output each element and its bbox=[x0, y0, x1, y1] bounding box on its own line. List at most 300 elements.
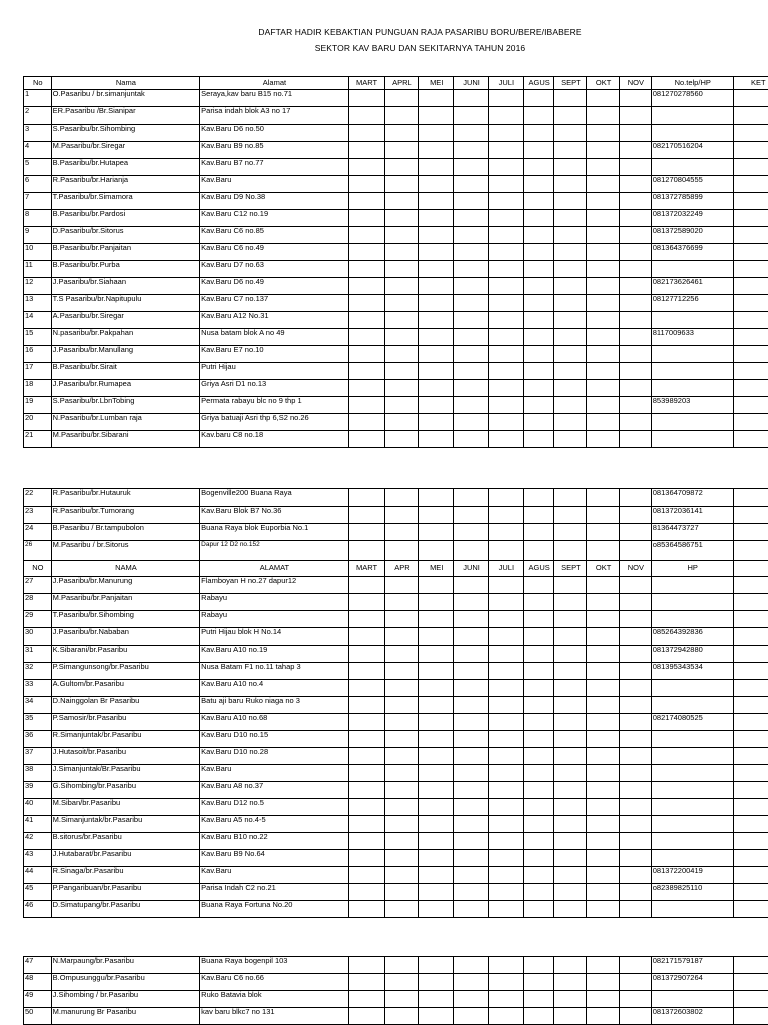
row-address: Griya Asri D1 no.13 bbox=[200, 380, 349, 397]
row-name: A.Gultom/br.Pasaribu bbox=[51, 680, 200, 697]
attendance-cell bbox=[419, 90, 454, 107]
attendance-cell bbox=[419, 346, 454, 363]
table-row bbox=[24, 731, 768, 748]
attendance-cell bbox=[554, 541, 587, 561]
row-number: 32 bbox=[24, 663, 52, 680]
attendance-cell bbox=[620, 107, 652, 125]
row-number: 45 bbox=[24, 884, 52, 901]
attendance-cell bbox=[488, 731, 523, 748]
table-row bbox=[24, 159, 768, 176]
attendance-cell bbox=[554, 524, 587, 541]
attendance-cell bbox=[348, 193, 384, 210]
table-row bbox=[24, 867, 768, 884]
note-cell bbox=[733, 646, 768, 663]
row-phone bbox=[651, 680, 733, 697]
row-address: Kav.Baru A8 no.37 bbox=[200, 782, 349, 799]
attendance-cell bbox=[523, 507, 554, 524]
attendance-cell bbox=[419, 765, 454, 782]
attendance-cell bbox=[419, 991, 454, 1008]
column-header: Alamat bbox=[200, 77, 349, 90]
attendance-table-1 bbox=[23, 76, 768, 448]
attendance-cell bbox=[587, 782, 620, 799]
attendance-cell bbox=[454, 142, 489, 159]
attendance-cell bbox=[554, 210, 587, 227]
row-number: 14 bbox=[24, 312, 52, 329]
attendance-cell bbox=[419, 278, 454, 295]
attendance-cell bbox=[587, 697, 620, 714]
attendance-cell bbox=[523, 142, 554, 159]
attendance-cell bbox=[454, 210, 489, 227]
attendance-cell bbox=[587, 850, 620, 867]
row-number: 15 bbox=[24, 329, 52, 346]
attendance-cell bbox=[587, 278, 620, 295]
attendance-cell bbox=[523, 884, 554, 901]
attendance-cell bbox=[554, 176, 587, 193]
row-name: M.manurung Br Pasaribu bbox=[51, 1008, 200, 1025]
row-name: T.Pasaribu/br.Simamora bbox=[51, 193, 200, 210]
attendance-cell bbox=[587, 312, 620, 329]
attendance-cell bbox=[523, 991, 554, 1008]
attendance-cell bbox=[587, 991, 620, 1008]
table-header-row bbox=[24, 77, 768, 90]
attendance-cell bbox=[384, 901, 419, 918]
attendance-cell bbox=[523, 833, 554, 850]
attendance-cell bbox=[488, 346, 523, 363]
row-name: B.Pasaribu/br.Pardosi bbox=[51, 210, 200, 227]
row-phone bbox=[651, 782, 733, 799]
attendance-cell bbox=[348, 278, 384, 295]
column-header: SEPT bbox=[554, 77, 587, 90]
attendance-cell bbox=[419, 524, 454, 541]
attendance-cell bbox=[620, 697, 652, 714]
attendance-cell bbox=[587, 748, 620, 765]
attendance-cell bbox=[554, 594, 587, 611]
attendance-cell bbox=[620, 646, 652, 663]
row-number: 50 bbox=[24, 1008, 52, 1025]
table-row bbox=[24, 244, 768, 261]
row-phone: 08127712256 bbox=[651, 295, 733, 312]
note-cell bbox=[733, 816, 768, 833]
attendance-cell bbox=[554, 227, 587, 244]
column-header: AGUS bbox=[523, 77, 554, 90]
attendance-cell bbox=[454, 1008, 489, 1025]
attendance-cell bbox=[554, 697, 587, 714]
note-cell bbox=[733, 90, 768, 107]
row-phone bbox=[651, 901, 733, 918]
attendance-cell bbox=[348, 867, 384, 884]
attendance-cell bbox=[554, 278, 587, 295]
attendance-cell bbox=[554, 159, 587, 176]
attendance-cell bbox=[587, 731, 620, 748]
attendance-cell bbox=[348, 107, 384, 125]
attendance-cell bbox=[554, 680, 587, 697]
attendance-cell bbox=[554, 991, 587, 1008]
attendance-cell bbox=[554, 833, 587, 850]
attendance-cell bbox=[454, 261, 489, 278]
attendance-cell bbox=[587, 193, 620, 210]
attendance-cell bbox=[587, 611, 620, 628]
attendance-cell bbox=[488, 628, 523, 646]
row-number: 13 bbox=[24, 295, 52, 312]
attendance-cell bbox=[620, 90, 652, 107]
attendance-cell bbox=[384, 541, 419, 561]
note-cell bbox=[733, 107, 768, 125]
attendance-cell bbox=[554, 125, 587, 142]
attendance-cell bbox=[384, 782, 419, 799]
attendance-cell bbox=[620, 1008, 652, 1025]
attendance-cell bbox=[554, 816, 587, 833]
row-name: O.Pasaribu / br.simanjuntak bbox=[51, 90, 200, 107]
row-address: Kav.Baru C12 no.19 bbox=[200, 210, 349, 227]
attendance-cell bbox=[454, 380, 489, 397]
row-number: 7 bbox=[24, 193, 52, 210]
attendance-cell bbox=[348, 957, 384, 974]
attendance-cell bbox=[488, 901, 523, 918]
attendance-cell bbox=[488, 782, 523, 799]
attendance-cell bbox=[348, 646, 384, 663]
attendance-cell bbox=[620, 991, 652, 1008]
row-phone: 081372603802 bbox=[651, 1008, 733, 1025]
attendance-cell bbox=[523, 312, 554, 329]
row-phone bbox=[651, 594, 733, 611]
attendance-cell bbox=[348, 90, 384, 107]
attendance-cell bbox=[554, 431, 587, 448]
attendance-cell bbox=[523, 227, 554, 244]
column-header: AGUS bbox=[523, 561, 554, 577]
row-name: J.Hutabarat/br.Pasaribu bbox=[51, 850, 200, 867]
row-number: 43 bbox=[24, 850, 52, 867]
attendance-cell bbox=[620, 193, 652, 210]
attendance-cell bbox=[488, 748, 523, 765]
row-name: M.Pasaribu / br.Sitorus bbox=[51, 541, 200, 561]
attendance-cell bbox=[554, 489, 587, 507]
attendance-cell bbox=[488, 663, 523, 680]
attendance-cell bbox=[523, 901, 554, 918]
attendance-cell bbox=[523, 125, 554, 142]
attendance-cell bbox=[554, 850, 587, 867]
note-cell bbox=[733, 176, 768, 193]
attendance-cell bbox=[620, 663, 652, 680]
attendance-cell bbox=[419, 227, 454, 244]
row-phone: 082173626461 bbox=[651, 278, 733, 295]
row-name: P.Simangunsong/br.Pasaribu bbox=[51, 663, 200, 680]
row-number: 16 bbox=[24, 346, 52, 363]
attendance-cell bbox=[620, 974, 652, 991]
attendance-cell bbox=[620, 329, 652, 346]
attendance-cell bbox=[587, 714, 620, 731]
table-row bbox=[24, 380, 768, 397]
attendance-cell bbox=[620, 210, 652, 227]
attendance-cell bbox=[523, 363, 554, 380]
attendance-cell bbox=[384, 765, 419, 782]
row-number: 23 bbox=[24, 507, 52, 524]
attendance-cell bbox=[384, 414, 419, 431]
attendance-cell bbox=[348, 901, 384, 918]
row-phone: 081364709872 bbox=[651, 489, 733, 507]
attendance-cell bbox=[488, 611, 523, 628]
table-row bbox=[24, 125, 768, 142]
attendance-cell bbox=[554, 957, 587, 974]
attendance-cell bbox=[419, 799, 454, 816]
attendance-cell bbox=[523, 1008, 554, 1025]
row-name: N.pasaribu/br.Pakpahan bbox=[51, 329, 200, 346]
row-number: 47 bbox=[24, 957, 52, 974]
row-name: B.Pasaribu/br.Sirait bbox=[51, 363, 200, 380]
attendance-cell bbox=[348, 765, 384, 782]
attendance-cell bbox=[454, 957, 489, 974]
attendance-cell bbox=[348, 816, 384, 833]
empty-cell bbox=[733, 561, 768, 577]
row-name: R.Pasaribu/br.Hutauruk bbox=[51, 489, 200, 507]
attendance-cell bbox=[384, 507, 419, 524]
attendance-cell bbox=[554, 901, 587, 918]
attendance-cell bbox=[488, 90, 523, 107]
attendance-cell bbox=[587, 125, 620, 142]
attendance-cell bbox=[620, 414, 652, 431]
attendance-cell bbox=[454, 697, 489, 714]
attendance-cell bbox=[488, 295, 523, 312]
row-number: 27 bbox=[24, 577, 52, 594]
attendance-cell bbox=[454, 524, 489, 541]
attendance-cell bbox=[348, 1008, 384, 1025]
row-name: M.Pasaribu/br.Sibarani bbox=[51, 431, 200, 448]
attendance-cell bbox=[523, 646, 554, 663]
row-number: 38 bbox=[24, 765, 52, 782]
row-name: J.Pasaribu/br.Nababan bbox=[51, 628, 200, 646]
attendance-cell bbox=[523, 541, 554, 561]
attendance-cell bbox=[419, 363, 454, 380]
attendance-cell bbox=[587, 663, 620, 680]
attendance-cell bbox=[384, 312, 419, 329]
row-address: Kav.Baru A10 no.4 bbox=[200, 680, 349, 697]
row-number: 22 bbox=[24, 489, 52, 507]
row-name: B.Pasaribu / Br.tampubolon bbox=[51, 524, 200, 541]
attendance-cell bbox=[488, 594, 523, 611]
attendance-table-2 bbox=[23, 488, 768, 918]
attendance-cell bbox=[488, 850, 523, 867]
attendance-cell bbox=[554, 714, 587, 731]
note-cell bbox=[733, 697, 768, 714]
note-cell bbox=[733, 125, 768, 142]
attendance-cell bbox=[523, 816, 554, 833]
row-phone bbox=[651, 816, 733, 833]
attendance-cell bbox=[454, 363, 489, 380]
row-phone bbox=[651, 833, 733, 850]
attendance-cell bbox=[488, 714, 523, 731]
attendance-cell bbox=[419, 663, 454, 680]
row-name: A.Pasaribu/br.Siregar bbox=[51, 312, 200, 329]
attendance-cell bbox=[488, 489, 523, 507]
attendance-cell bbox=[620, 541, 652, 561]
row-phone: o85364586751 bbox=[651, 541, 733, 561]
attendance-cell bbox=[523, 90, 554, 107]
attendance-cell bbox=[348, 244, 384, 261]
table-row bbox=[24, 193, 768, 210]
attendance-cell bbox=[488, 833, 523, 850]
column-header: SEPT bbox=[554, 561, 587, 577]
attendance-cell bbox=[384, 278, 419, 295]
row-number: 8 bbox=[24, 210, 52, 227]
attendance-cell bbox=[554, 193, 587, 210]
attendance-cell bbox=[554, 414, 587, 431]
attendance-cell bbox=[348, 125, 384, 142]
column-header: Nama bbox=[51, 77, 200, 90]
row-phone: o82389825110 bbox=[651, 884, 733, 901]
note-cell bbox=[733, 663, 768, 680]
note-cell bbox=[733, 363, 768, 380]
attendance-cell bbox=[523, 397, 554, 414]
attendance-cell bbox=[488, 867, 523, 884]
row-address: Kav.Baru D6 no.50 bbox=[200, 125, 349, 142]
attendance-cell bbox=[348, 663, 384, 680]
attendance-cell bbox=[419, 414, 454, 431]
column-header: JUNI bbox=[454, 561, 489, 577]
attendance-cell bbox=[384, 397, 419, 414]
attendance-cell bbox=[348, 363, 384, 380]
attendance-cell bbox=[620, 397, 652, 414]
attendance-cell bbox=[419, 714, 454, 731]
note-cell bbox=[733, 611, 768, 628]
row-address: Bogenville200 Buana Raya bbox=[200, 489, 349, 507]
attendance-cell bbox=[384, 329, 419, 346]
table-row bbox=[24, 107, 768, 125]
attendance-cell bbox=[554, 974, 587, 991]
attendance-cell bbox=[587, 210, 620, 227]
row-name: B.sitorus/br.Pasaribu bbox=[51, 833, 200, 850]
attendance-cell bbox=[454, 397, 489, 414]
attendance-cell bbox=[419, 867, 454, 884]
row-name: T.S Pasaribu/br.Napitupulu bbox=[51, 295, 200, 312]
row-address: Kav.Baru D6 no.49 bbox=[200, 278, 349, 295]
attendance-cell bbox=[348, 884, 384, 901]
row-phone bbox=[651, 697, 733, 714]
attendance-cell bbox=[419, 329, 454, 346]
table-row bbox=[24, 90, 768, 107]
attendance-cell bbox=[454, 414, 489, 431]
row-phone bbox=[651, 799, 733, 816]
row-address: Kav.Baru D10 no.15 bbox=[200, 731, 349, 748]
attendance-cell bbox=[454, 646, 489, 663]
attendance-cell bbox=[384, 594, 419, 611]
attendance-cell bbox=[419, 816, 454, 833]
column-header: JULI bbox=[488, 77, 523, 90]
row-address: Nusa batam blok A no 49 bbox=[200, 329, 349, 346]
row-phone bbox=[651, 765, 733, 782]
attendance-cell bbox=[587, 541, 620, 561]
row-number: 46 bbox=[24, 901, 52, 918]
row-number: 21 bbox=[24, 431, 52, 448]
table-row bbox=[24, 431, 768, 448]
attendance-cell bbox=[488, 646, 523, 663]
attendance-cell bbox=[554, 261, 587, 278]
row-address: Kav.Baru B9 No.64 bbox=[200, 850, 349, 867]
table-row bbox=[24, 594, 768, 611]
attendance-cell bbox=[384, 697, 419, 714]
attendance-cell bbox=[488, 227, 523, 244]
attendance-cell bbox=[488, 974, 523, 991]
attendance-cell bbox=[523, 663, 554, 680]
table-row bbox=[24, 611, 768, 628]
attendance-cell bbox=[523, 594, 554, 611]
attendance-table-3 bbox=[23, 956, 768, 1025]
attendance-cell bbox=[419, 901, 454, 918]
column-header: No.telp/HP bbox=[651, 77, 733, 90]
attendance-cell bbox=[523, 244, 554, 261]
attendance-cell bbox=[454, 833, 489, 850]
row-address: Kav.Baru A12 No.31 bbox=[200, 312, 349, 329]
attendance-cell bbox=[523, 329, 554, 346]
note-cell bbox=[733, 867, 768, 884]
attendance-cell bbox=[620, 244, 652, 261]
row-address: Kav.Baru C6 no.49 bbox=[200, 244, 349, 261]
attendance-cell bbox=[384, 107, 419, 125]
row-address: Flamboyan H no.27 dapur12 bbox=[200, 577, 349, 594]
row-name: D.Nainggolan Br Pasaribu bbox=[51, 697, 200, 714]
attendance-cell bbox=[587, 628, 620, 646]
table-row bbox=[24, 646, 768, 663]
row-phone: 082171579187 bbox=[651, 957, 733, 974]
row-number: 4 bbox=[24, 142, 52, 159]
attendance-cell bbox=[384, 850, 419, 867]
row-address: Kav.Baru bbox=[200, 765, 349, 782]
note-cell bbox=[733, 380, 768, 397]
table-row bbox=[24, 816, 768, 833]
attendance-cell bbox=[523, 714, 554, 731]
note-cell bbox=[733, 261, 768, 278]
attendance-cell bbox=[384, 748, 419, 765]
attendance-cell bbox=[523, 782, 554, 799]
attendance-cell bbox=[488, 159, 523, 176]
attendance-cell bbox=[384, 867, 419, 884]
attendance-cell bbox=[384, 714, 419, 731]
attendance-cell bbox=[523, 278, 554, 295]
attendance-cell bbox=[587, 646, 620, 663]
attendance-cell bbox=[620, 295, 652, 312]
row-phone bbox=[651, 363, 733, 380]
table-row bbox=[24, 363, 768, 380]
attendance-cell bbox=[554, 142, 587, 159]
attendance-cell bbox=[419, 159, 454, 176]
attendance-cell bbox=[488, 991, 523, 1008]
attendance-cell bbox=[348, 261, 384, 278]
attendance-cell bbox=[348, 142, 384, 159]
row-address: Griya batuaji Asri thp 6,S2 no.26 bbox=[200, 414, 349, 431]
attendance-cell bbox=[554, 884, 587, 901]
table-row bbox=[24, 142, 768, 159]
attendance-cell bbox=[348, 748, 384, 765]
attendance-cell bbox=[348, 227, 384, 244]
attendance-cell bbox=[348, 210, 384, 227]
attendance-cell bbox=[587, 867, 620, 884]
attendance-cell bbox=[384, 227, 419, 244]
attendance-cell bbox=[419, 295, 454, 312]
note-cell bbox=[733, 901, 768, 918]
attendance-cell bbox=[554, 867, 587, 884]
attendance-cell bbox=[384, 142, 419, 159]
attendance-cell bbox=[419, 974, 454, 991]
row-phone bbox=[651, 261, 733, 278]
row-number: 36 bbox=[24, 731, 52, 748]
row-phone: 081364376699 bbox=[651, 244, 733, 261]
row-name: J.Simanjuntak/Br.Pasaribu bbox=[51, 765, 200, 782]
attendance-cell bbox=[587, 680, 620, 697]
attendance-cell bbox=[523, 107, 554, 125]
attendance-cell bbox=[348, 489, 384, 507]
attendance-cell bbox=[348, 329, 384, 346]
attendance-cell bbox=[384, 295, 419, 312]
row-address: Nusa Batam F1 no.11 tahap 3 bbox=[200, 663, 349, 680]
attendance-cell bbox=[454, 799, 489, 816]
